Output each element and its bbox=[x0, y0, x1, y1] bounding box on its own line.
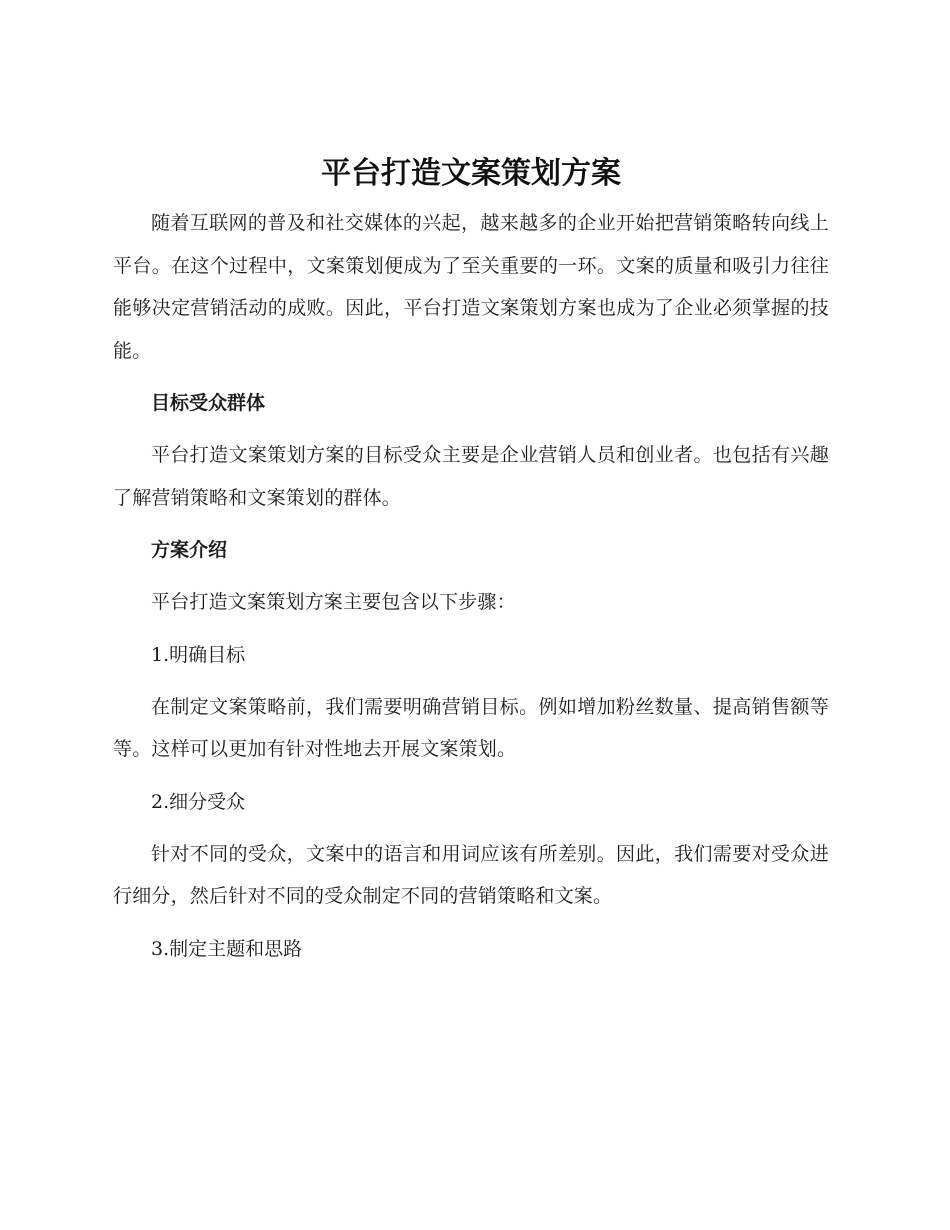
section-heading-audience: 目标受众群体 bbox=[151, 392, 266, 414]
document-title: 平台打造文案策划方案 bbox=[321, 156, 621, 191]
step-body-1: 在制定文案策略前，我们需要明确营销目标。例如增加粉丝数量、提高销售额等等。这样可以更加有针对性地去开展文案策划。 bbox=[113, 695, 829, 760]
section-body-audience: 平台打造文案策划方案的目标受众主要是企业营销人员和创业者。也包括有兴趣了解营销策略和文案策划的群体。 bbox=[113, 444, 829, 509]
intro-paragraph: 随着互联网的普及和社交媒体的兴起，越来越多的企业开始把营销策略转向线上平台。在这个过程中，文案策划便成为了至关重要的一环。文案的质量和吸引力往往能够决定营销活动的成败。因此，平台打造文案策划方案也成为了企业必须掌握的技能。 bbox=[113, 212, 829, 362]
document-page bbox=[113, 150, 829, 970]
step-label-1: 1.明确目标 bbox=[151, 643, 246, 666]
section-body-plan: 平台打造文案策划方案主要包含以下步骤： bbox=[151, 591, 516, 613]
section-heading-plan: 方案介绍 bbox=[151, 539, 228, 561]
step-body-2: 针对不同的受众，文案中的语言和用词应该有所差别。因此，我们需要对受众进行细分，然后针对不同的受众制定不同的营销策略和文案。 bbox=[113, 842, 829, 907]
step-label-3: 3.制定主题和思路 bbox=[151, 937, 303, 960]
step-label-2: 2.细分受众 bbox=[151, 790, 246, 813]
